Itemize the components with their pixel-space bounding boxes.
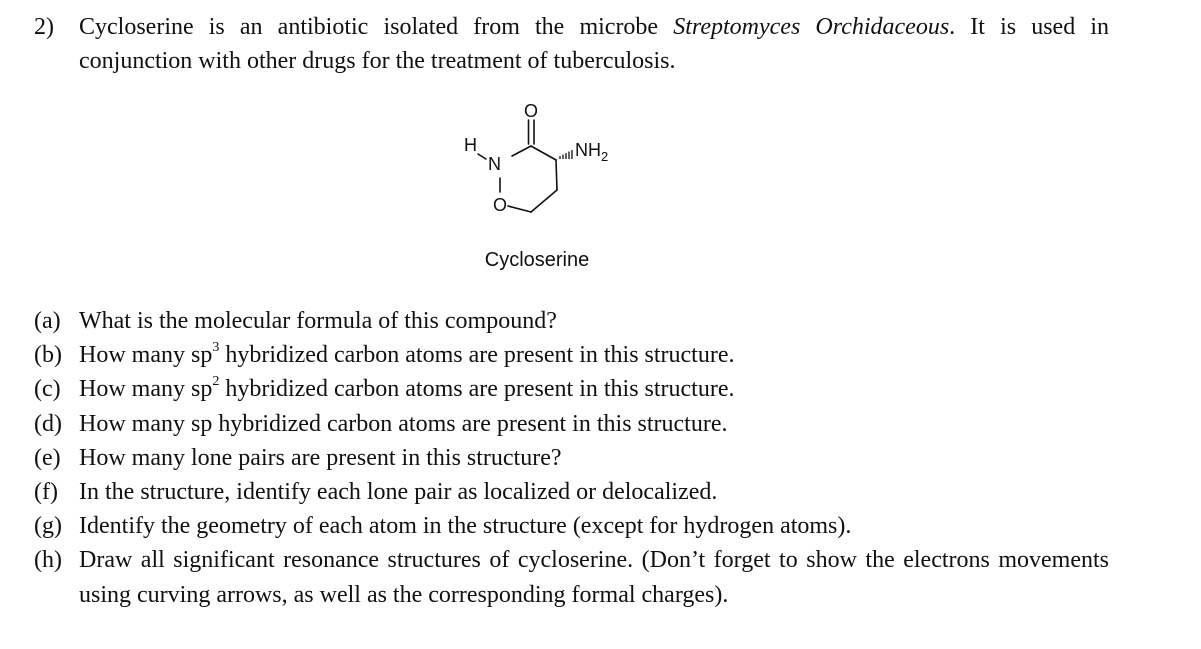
question-text (79, 407, 1109, 441)
ring-oxygen-label: O (493, 195, 508, 215)
question-item (34, 475, 1109, 509)
bond-ch-ch2 (556, 160, 557, 190)
question-label: (h) (34, 547, 62, 574)
bond-carbonyl-ch (531, 146, 556, 160)
question-label: (b) (34, 342, 62, 369)
question-text-main: How many sp (79, 376, 213, 403)
intro-text-part2: . It is used in conjunction with other drugs for the treatment of tuberculosis. (79, 14, 1110, 74)
molecule-drawing (430, 98, 670, 248)
bond-n-carbonyl (512, 146, 531, 156)
question-item (34, 407, 1109, 441)
amine-text: NH (575, 140, 601, 160)
question-text-rest: hybridized carbon atoms are present in this structure. (219, 342, 735, 369)
amine-label (575, 140, 608, 164)
intro-paragraph (79, 10, 1109, 78)
hydrogen-label: H (464, 135, 477, 155)
question-item (34, 372, 1109, 406)
question-label: (g) (34, 513, 62, 540)
carbonyl-oxygen-label: O (524, 101, 539, 121)
hybridization-superscript: 3 (212, 340, 220, 356)
species-name: Streptomyces Orchidaceous (673, 14, 950, 40)
problem-number: 2) (34, 14, 54, 40)
cycloserine-structure-figure (430, 98, 670, 283)
bond-ch2-ch2 (531, 190, 557, 212)
nitrogen-label: N (488, 154, 501, 174)
question-text (79, 543, 1109, 611)
hashed-wedge (560, 150, 572, 159)
question-label: (d) (34, 410, 62, 437)
question-text (79, 338, 1109, 372)
question-text (79, 441, 1109, 475)
question-text (79, 304, 1109, 338)
question-text (79, 509, 1109, 543)
question-item (34, 338, 1109, 372)
question-item (34, 441, 1109, 475)
intro-text-part1: Cycloserine is an antibiotic isolated from the microbe (79, 14, 674, 40)
question-item (34, 509, 1109, 543)
question-label: (a) (34, 308, 61, 334)
question-text (79, 372, 1109, 406)
bond-ch2-o (508, 206, 531, 212)
question-label: (f) (34, 479, 58, 506)
figure-caption: Cycloserine (484, 249, 590, 271)
amine-subscript: 2 (601, 149, 609, 164)
question-list (34, 304, 1109, 612)
question-label: (c) (34, 376, 61, 403)
question-label: (e) (34, 444, 61, 471)
question-text (79, 475, 1109, 509)
question-text-main: What is the molecular formula of this compound? (79, 308, 557, 334)
question-text-main: How many sp hybridized carbon atoms are present in this structure. (79, 410, 728, 437)
question-text-main: How many lone pairs are present in this structure? (79, 444, 562, 471)
question-text-main: How many sp (79, 342, 213, 369)
hybridization-superscript: 2 (212, 374, 220, 390)
question-item (34, 304, 1109, 338)
question-item (34, 543, 1109, 611)
question-text-main: In the structure, identify each lone pair as localized or delocalized. (79, 479, 718, 506)
question-text-main: Draw all significant resonance structures of cycloserine. (Don’t forget to show the electrons movements using curving arrows, as well as the corresponding formal charges). (79, 547, 1109, 608)
question-text-rest: hybridized carbon atoms are present in this structure. (219, 376, 735, 403)
problem-intro (34, 10, 1109, 78)
bond-h-n (478, 154, 486, 159)
problem-statement (34, 10, 1109, 78)
question-text-main: Identify the geometry of each atom in the structure (except for hydrogen atoms). (79, 513, 852, 540)
